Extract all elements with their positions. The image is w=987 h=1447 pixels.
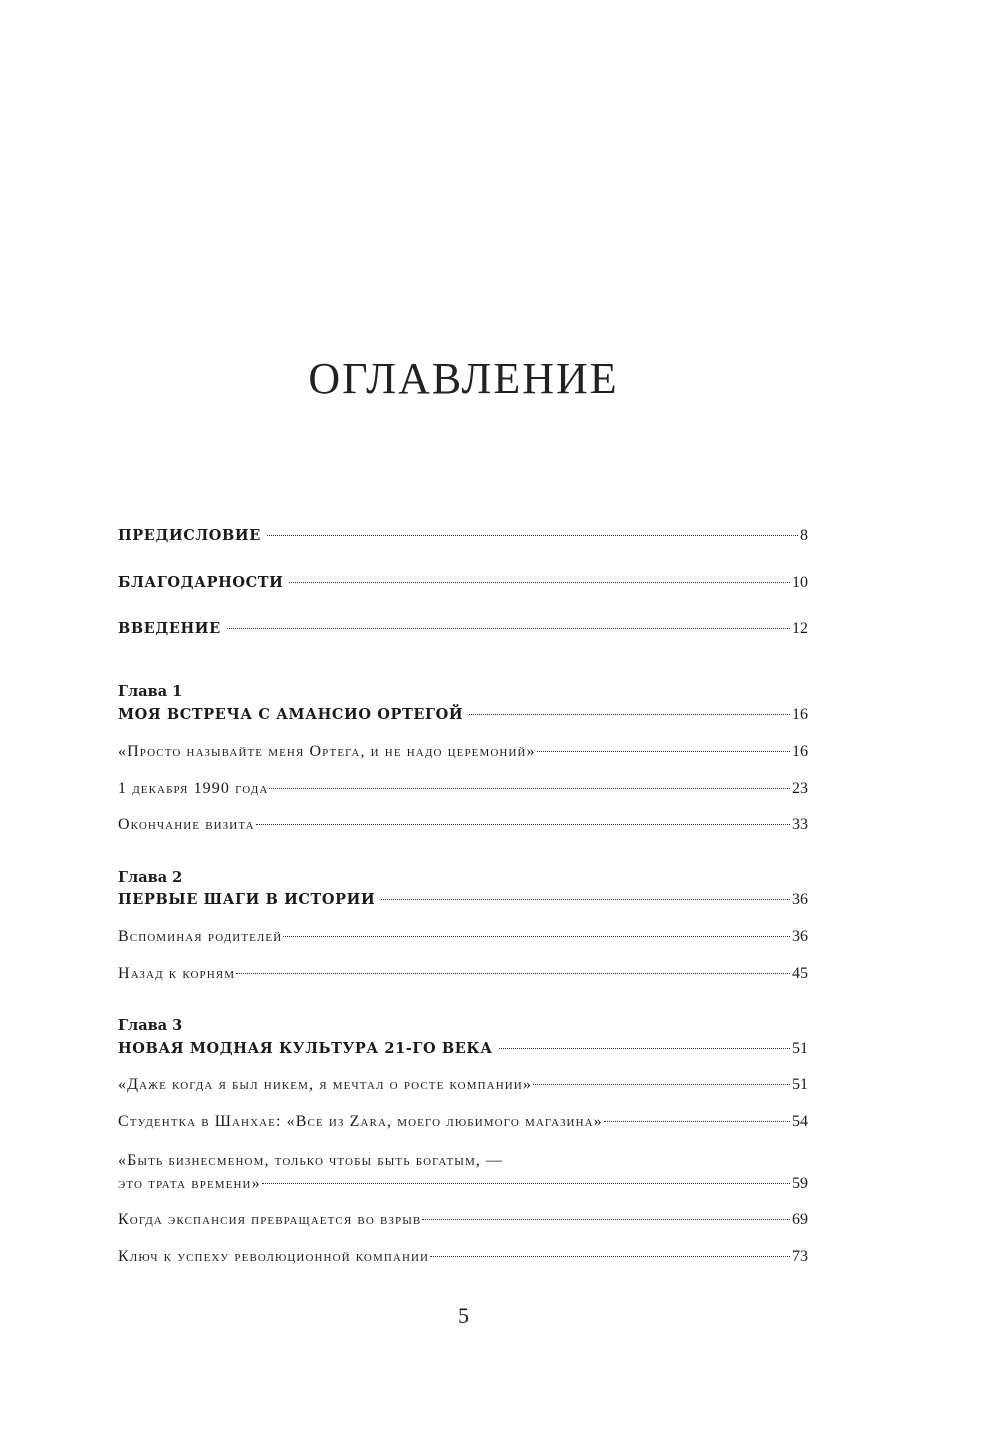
toc-section[interactable] xyxy=(118,1112,808,1132)
dot-leader xyxy=(267,535,798,536)
toc-entry-introduction[interactable] xyxy=(118,619,808,639)
toc-entry-page: 45 xyxy=(792,965,808,982)
chapter-label: Глава 1 xyxy=(118,683,183,700)
toc-section[interactable] xyxy=(118,1075,808,1095)
toc-entry-page: 59 xyxy=(792,1175,808,1192)
dot-leader xyxy=(262,1183,790,1184)
toc-entry-title: НОВАЯ МОДНАЯ КУЛЬТУРА 21-ГО ВЕКА xyxy=(118,1040,493,1057)
toc-entry-page: 36 xyxy=(792,891,808,908)
dot-leader xyxy=(269,788,790,789)
toc-section[interactable] xyxy=(118,1247,808,1267)
toc-entry-title: Студентка в Шанхае: «Все из Zara, моего любимого магазина» xyxy=(118,1113,603,1130)
dot-leader xyxy=(469,714,790,715)
toc-entry-title: ПРЕДИСЛОВИЕ xyxy=(118,527,261,544)
toc-entry-title: БЛАГОДАРНОСТИ xyxy=(118,574,284,591)
toc-entry-page: 8 xyxy=(800,527,808,544)
dot-leader xyxy=(289,582,790,583)
toc-entry-title: 1 декабря 1990 года xyxy=(118,780,269,797)
chapter-label: Глава 2 xyxy=(118,869,183,886)
toc-entry-page: 73 xyxy=(792,1248,808,1265)
toc-entry-title: это трата времени» xyxy=(118,1175,261,1192)
toc-section[interactable] xyxy=(118,1174,808,1194)
toc-entry-page: 51 xyxy=(792,1076,808,1093)
toc-entry-acknowledgements[interactable] xyxy=(118,573,808,593)
toc-entry-page: 69 xyxy=(792,1211,808,1228)
toc-section-line1[interactable]: «Быть бизнесменом, только чтобы быть богатым, — xyxy=(118,1152,504,1169)
toc-entry-title: ВВЕДЕНИЕ xyxy=(118,620,221,637)
dot-leader xyxy=(533,1084,790,1085)
toc-section[interactable] xyxy=(118,927,808,947)
dot-leader xyxy=(499,1048,790,1049)
toc-entry-title: МОЯ ВСТРЕЧА С АМАНСИО ОРТЕГОЙ xyxy=(118,706,464,723)
toc-section[interactable] xyxy=(118,1210,808,1230)
toc-section[interactable] xyxy=(118,815,808,835)
dot-leader xyxy=(227,628,790,629)
toc-entry-page: 33 xyxy=(792,816,808,833)
toc-entry-preface[interactable] xyxy=(118,526,808,546)
toc-chapter-1[interactable] xyxy=(118,705,808,725)
chapter-label: Глава 3 xyxy=(118,1017,183,1034)
toc-entry-title: Назад к корням xyxy=(118,965,236,982)
dot-leader xyxy=(422,1219,790,1220)
dot-leader xyxy=(236,973,790,974)
toc-entry-title: Окончание визита xyxy=(118,816,255,833)
toc-entry-page: 36 xyxy=(792,928,808,945)
toc-entry-page: 12 xyxy=(792,620,808,637)
dot-leader xyxy=(537,751,790,752)
toc-entry-title: «Просто называйте меня Ортега, и не надо церемоний» xyxy=(118,743,536,760)
dot-leader xyxy=(283,936,790,937)
toc-entry-title: Когда экспансия превращается во взрыв xyxy=(118,1211,422,1228)
toc-entry-page: 54 xyxy=(792,1113,808,1130)
dot-leader xyxy=(604,1121,790,1122)
toc-section[interactable] xyxy=(118,964,808,984)
toc-entry-page: 16 xyxy=(792,743,808,760)
toc-chapter-2[interactable] xyxy=(118,890,808,910)
dot-leader xyxy=(381,899,790,900)
toc-entry-title: ПЕРВЫЕ ШАГИ В ИСТОРИИ xyxy=(118,891,376,908)
page-title: ОГЛАВЛЕНИЕ xyxy=(308,354,619,403)
toc-entry-page: 16 xyxy=(792,706,808,723)
page-number: 5 xyxy=(458,1303,469,1328)
toc-entry-title: Ключ к успеху революционной компании xyxy=(118,1248,430,1265)
toc-entry-page: 51 xyxy=(792,1040,808,1057)
toc-entry-title: Вспоминая родителей xyxy=(118,928,283,945)
dot-leader xyxy=(256,824,790,825)
toc-entry-page: 10 xyxy=(792,574,808,591)
toc-section[interactable] xyxy=(118,742,808,762)
toc-entry-page: 23 xyxy=(792,780,808,797)
toc-section[interactable] xyxy=(118,779,808,799)
toc-chapter-3[interactable] xyxy=(118,1039,808,1059)
dot-leader xyxy=(430,1256,790,1257)
toc-entry-title: «Даже когда я был никем, я мечтал о росте компании» xyxy=(118,1076,532,1093)
